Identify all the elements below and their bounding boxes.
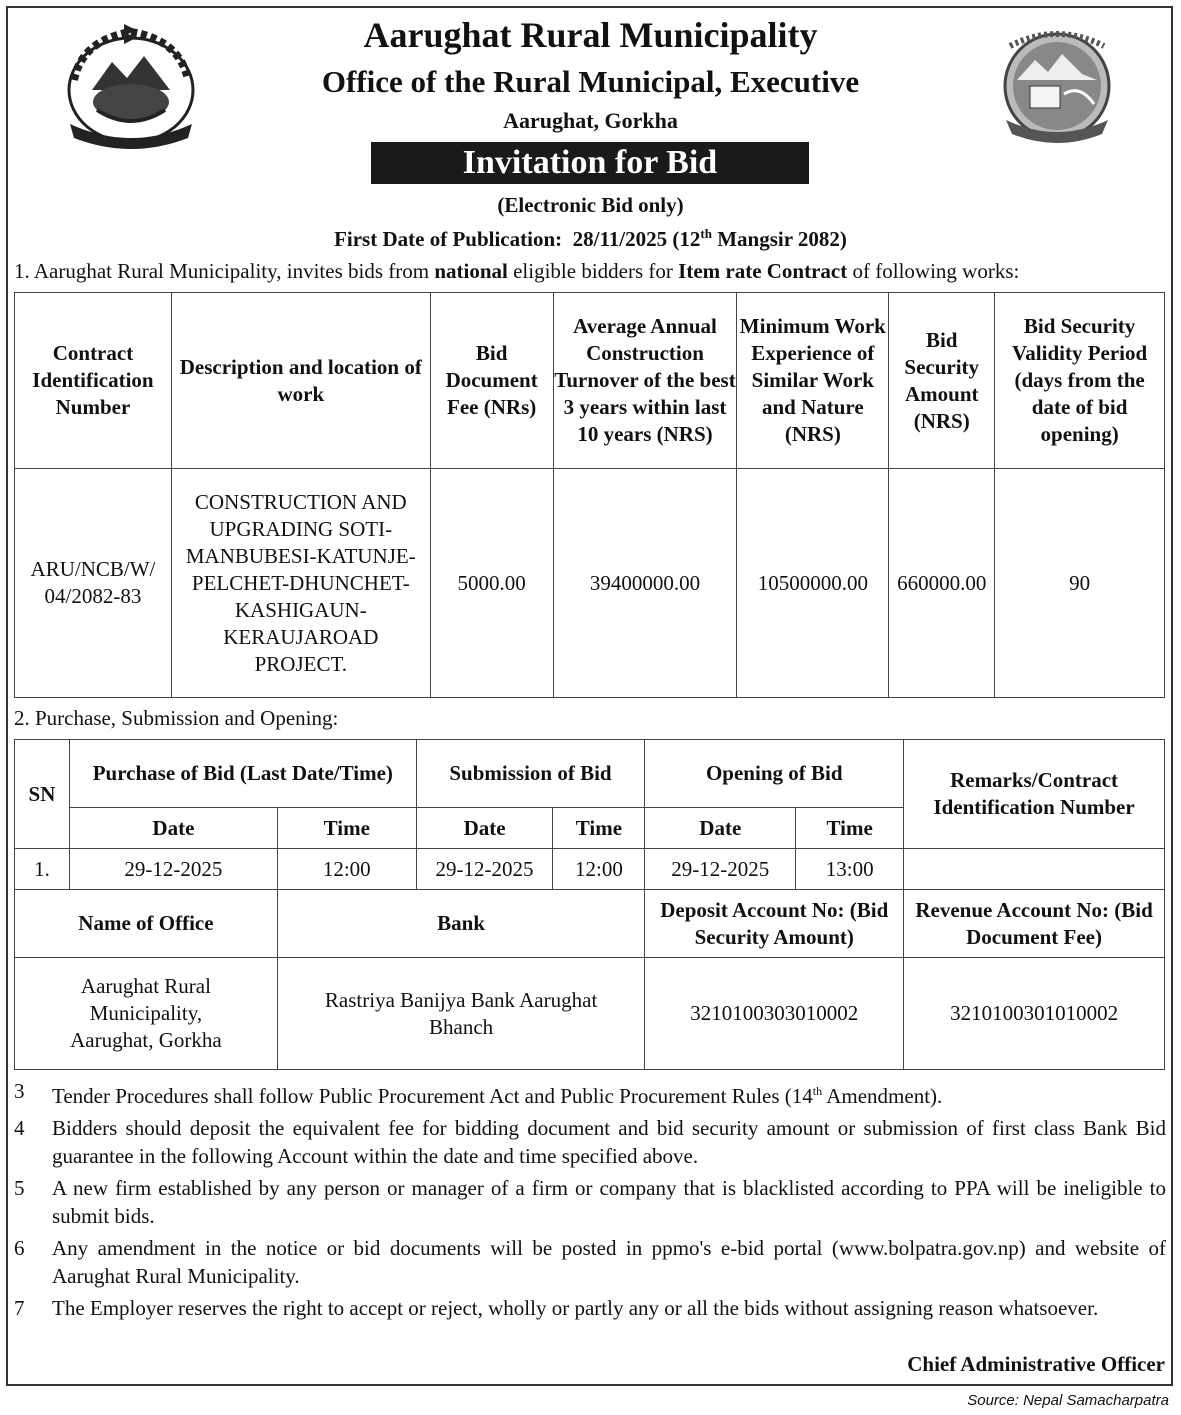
header-contract-id: Contract Identification Number bbox=[15, 293, 172, 469]
schedule-header-row bbox=[15, 740, 1165, 808]
cell-opening-time: 13:00 bbox=[796, 849, 904, 890]
intro-bold-contract: Item rate Contract bbox=[678, 259, 848, 283]
invitation-banner: Invitation for Bid bbox=[371, 142, 809, 184]
publication-date-tail: Mangsir 2082) bbox=[717, 227, 847, 251]
cell-opening-date: 29-12-2025 bbox=[645, 849, 796, 890]
note-number: 7 bbox=[14, 1296, 25, 1320]
header-doc-fee: Bid Document Fee (NRs) bbox=[430, 293, 553, 469]
header-office-name: Name of Office bbox=[15, 890, 278, 958]
table-row bbox=[15, 469, 1165, 698]
note-text: A new firm established by any person or manager of a firm or company that is blacklisted according to PPA will be ineligible to submit bids. bbox=[52, 1176, 1166, 1228]
intro-middle: eligible bidders for bbox=[507, 259, 679, 283]
publication-date-label: First Date of Publication: bbox=[334, 227, 563, 251]
cell-validity: 90 bbox=[995, 469, 1165, 698]
note-text: Any amendment in the notice or bid documents will be posted in ppmo's e-bid portal (www.bolpatra.gov.np) and website of Aarughat Rural Municipality. bbox=[52, 1236, 1166, 1288]
cell-experience: 10500000.00 bbox=[737, 469, 889, 698]
works-table bbox=[14, 292, 1165, 698]
notes-list bbox=[14, 1077, 1166, 1326]
note-text-sup: th bbox=[812, 1084, 823, 1098]
table-row bbox=[15, 849, 1165, 890]
subheader-opening-date: Date bbox=[645, 808, 796, 849]
subheader-purchase-date: Date bbox=[69, 808, 277, 849]
cell-description: CONSTRUCTION AND UPGRADING SOTI-MANBUBESI-KATUNJE-PELCHET-DHUNCHET-KASHIGAUN-KERAUJAROAD PROJECT. bbox=[171, 469, 430, 698]
header-turnover: Average Annual Construction Turnover of the best 3 years within last 10 years (NRS) bbox=[553, 293, 737, 469]
header-validity: Bid Security Validity Period (days from the date of bid opening) bbox=[995, 293, 1165, 469]
note-text: The Employer reserves the right to accept or reject, wholly or partly any or all the bids without assigning reason whatsoever. bbox=[52, 1296, 1099, 1320]
electronic-bid-subtitle: (Electronic Bid only) bbox=[497, 193, 684, 217]
cell-purchase-time: 12:00 bbox=[277, 849, 416, 890]
header-bank: Bank bbox=[277, 890, 645, 958]
note-text: Bidders should deposit the equivalent fee for bidding document and bid security amount or submission of first class Bank Bid guarantee in the following Account within the date and time specified above. bbox=[52, 1116, 1166, 1168]
cell-turnover: 39400000.00 bbox=[553, 469, 737, 698]
header-opening: Opening of Bid bbox=[645, 740, 904, 808]
signature: Chief Administrative Officer bbox=[907, 1352, 1165, 1376]
cell-bank: Rastriya Banijya Bank Aarughat Bhanch bbox=[277, 958, 645, 1070]
header-revenue-account: Revenue Account No: (Bid Document Fee) bbox=[904, 890, 1165, 958]
list-item bbox=[14, 1077, 1166, 1110]
note-text-main: Tender Procedures shall follow Public Procurement Act and Public Procurement Rules (14 bbox=[52, 1084, 813, 1108]
header-sn: SN bbox=[15, 740, 70, 849]
subheader-purchase-time: Time bbox=[277, 808, 416, 849]
cell-contract-id: ARU/NCB/W/ 04/2082-83 bbox=[15, 469, 172, 698]
works-header-row bbox=[15, 293, 1165, 469]
cell-purchase-date: 29-12-2025 bbox=[69, 849, 277, 890]
header-remarks: Remarks/Contract Identification Number bbox=[904, 740, 1165, 849]
note-text-tail: Amendment). bbox=[822, 1084, 943, 1108]
cell-revenue-account: 3210100301010002 bbox=[904, 958, 1165, 1070]
cell-deposit-account: 3210100303010002 bbox=[645, 958, 904, 1070]
cell-submission-date: 29-12-2025 bbox=[416, 849, 553, 890]
cell-sn: 1. bbox=[15, 849, 70, 890]
list-item bbox=[14, 1234, 1166, 1290]
header-description: Description and location of work bbox=[171, 293, 430, 469]
header-submission: Submission of Bid bbox=[416, 740, 645, 808]
note-text bbox=[52, 1077, 1166, 1110]
schedule-table bbox=[14, 739, 1165, 1070]
subheader-opening-time: Time bbox=[796, 808, 904, 849]
intro-suffix: of following works: bbox=[847, 259, 1020, 283]
intro-prefix: 1. Aarughat Rural Municipality, invites bids from bbox=[14, 259, 435, 283]
publication-date-value: 28/11/2025 (12 bbox=[572, 227, 701, 251]
location-title: Aarughat, Gorkha bbox=[503, 108, 678, 133]
header-deposit-account: Deposit Account No: (Bid Security Amount) bbox=[645, 890, 904, 958]
list-item bbox=[14, 1114, 1166, 1170]
cell-remarks bbox=[904, 849, 1165, 890]
section-2-heading: 2. Purchase, Submission and Opening: bbox=[14, 706, 339, 730]
intro-paragraph bbox=[14, 259, 1174, 284]
bank-header-row bbox=[15, 890, 1165, 958]
header-security: Bid Security Amount (NRS) bbox=[889, 293, 995, 469]
source-credit: Source: Nepal Samacharpatra bbox=[967, 1392, 1169, 1409]
note-number: 3 bbox=[14, 1079, 25, 1103]
cell-submission-time: 12:00 bbox=[553, 849, 645, 890]
intro-bold-national: national bbox=[434, 259, 508, 283]
publication-date bbox=[0, 226, 1181, 252]
list-item bbox=[14, 1174, 1166, 1230]
cell-security: 660000.00 bbox=[889, 469, 995, 698]
table-row bbox=[15, 958, 1165, 1070]
subheader-submission-date: Date bbox=[416, 808, 553, 849]
note-number: 4 bbox=[14, 1116, 25, 1140]
note-number: 6 bbox=[14, 1236, 25, 1260]
cell-doc-fee: 5000.00 bbox=[430, 469, 553, 698]
municipality-title: Aarughat Rural Municipality bbox=[363, 15, 818, 55]
office-title: Office of the Rural Municipal, Executive bbox=[321, 64, 860, 99]
header-purchase: Purchase of Bid (Last Date/Time) bbox=[69, 740, 416, 808]
publication-date-sup: th bbox=[700, 226, 712, 241]
cell-office-name: Aarughat Rural Municipality, Aarughat, Gorkha bbox=[15, 958, 278, 1070]
subheader-submission-time: Time bbox=[553, 808, 645, 849]
list-item bbox=[14, 1294, 1166, 1322]
note-number: 5 bbox=[14, 1176, 25, 1200]
header-experience: Minimum Work Experience of Similar Work and Nature (NRS) bbox=[737, 293, 889, 469]
